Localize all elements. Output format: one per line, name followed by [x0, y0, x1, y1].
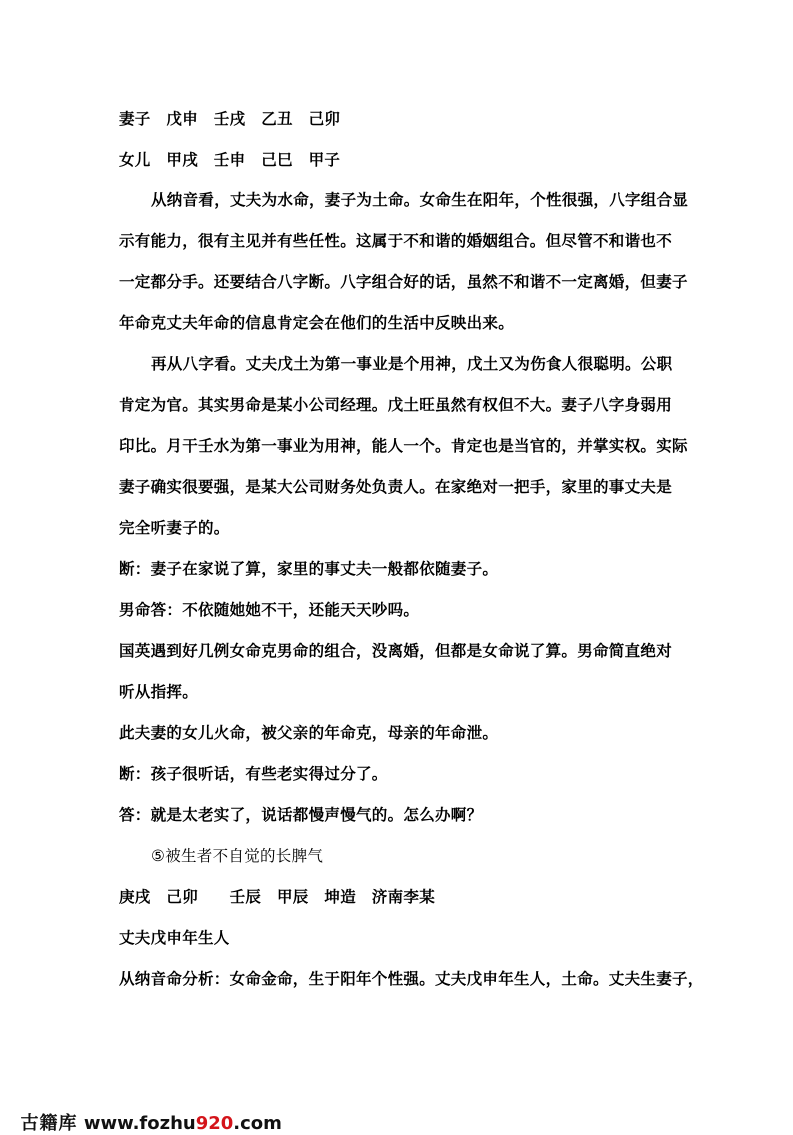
footer-watermark — [8, 1088, 282, 1135]
text-line: 从纳音看，丈夫为水命，妻子为土命。女命生在阳年，个性很强，八字组合显 — [151, 191, 689, 209]
section-heading: ⑤被生者不自觉的长脾气 — [151, 847, 324, 865]
text-line-wife-bazi: 妻子 戊申 壬戌 乙丑 己卯 — [119, 110, 341, 128]
footer-url-suffix: .com — [233, 1113, 282, 1134]
text-line: 从纳音命分析：女命金命，生于阳年个性强。丈夫戊申年生人，土命。丈夫生妻子， — [119, 970, 704, 988]
text-line: 年命克丈夫年命的信息肯定会在他们的生活中反映出来。 — [119, 314, 515, 332]
text-line: 妻子确实很要强，是某大公司财务处负责人。在家绝对一把手，家里的事丈夫是 — [119, 478, 673, 496]
text-line: 肯定为官。其实男命是某小公司经理。戊土旺虽然有权但不大。妻子八字身弱用 — [119, 396, 673, 414]
text-line: 国英遇到好几例女命克男命的组合，没离婚，但都是女命说了算。男命简直绝对 — [119, 642, 673, 660]
footer-url-prefix: www.fozhu — [83, 1113, 196, 1134]
text-line: 此夫妻的女儿火命，被父亲的年命克，母亲的年命泄。 — [119, 724, 499, 742]
footer-brand: 古籍库 — [20, 1113, 78, 1134]
text-line-case-bazi: 庚戌 己卯 壬辰 甲辰 坤造 济南李某 — [119, 888, 436, 906]
text-line: 一定都分手。还要结合八字断。八字组合好的话，虽然不和谐不一定离婚，但妻子 — [119, 273, 688, 291]
text-line: 完全听妻子的。 — [119, 519, 230, 537]
text-line: 示有能力，很有主见并有些任性。这属于不和谐的婚姻组合。但尽管不和谐也不 — [119, 232, 673, 250]
text-line: 断：孩子很听话，有些老实得过分了。 — [119, 765, 388, 783]
text-line: 男命答：不依随她她不干，还能天天吵吗。 — [119, 601, 420, 619]
text-line: 答：就是太老实了，说话都慢声慢气的。怎么办啊？ — [119, 806, 483, 824]
footer-url-number: 920 — [195, 1113, 234, 1134]
text-line: 再从八字看。丈夫戊土为第一事业是个用神，戊土又为伤食人很聪明。公职 — [151, 355, 673, 373]
text-line: 印比。月干壬水为第一事业为用神，能人一个。肯定也是当官的，并掌实权。实际 — [119, 437, 688, 455]
text-line: 丈夫戊申年生人 — [119, 929, 230, 947]
text-line: 听从指挥。 — [119, 683, 199, 701]
text-line: 断：妻子在家说了算，家里的事丈夫一般都依随妻子。 — [119, 560, 499, 578]
text-line-daughter-bazi: 女儿 甲戌 壬申 己巳 甲子 — [119, 151, 341, 169]
